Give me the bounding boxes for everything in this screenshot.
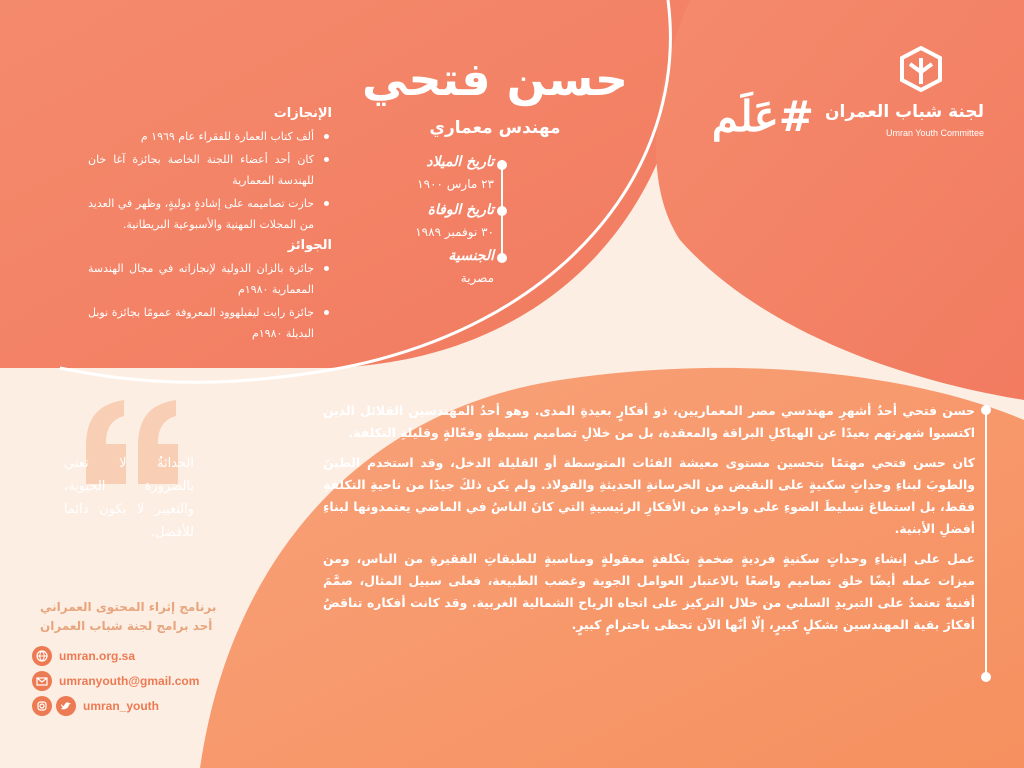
brand-name-ar: لجنة شباب العمران [825, 102, 984, 122]
person-name: حسن فتحي [362, 52, 628, 106]
email-contact[interactable] [32, 670, 252, 692]
social-contact[interactable] [32, 695, 252, 717]
email-text[interactable]: umranyouth@gmail.com [59, 674, 200, 688]
brand-logo [825, 46, 984, 146]
program-subtitle: أحد برامج لجنة شباب العمران [40, 619, 213, 633]
twitter-icon[interactable] [56, 696, 76, 716]
bio-text [323, 400, 975, 644]
nationality-value: مصرية [460, 271, 494, 285]
bio-line [985, 410, 987, 680]
achievements-list [88, 126, 332, 237]
bio-dot [981, 405, 991, 415]
program-title: برنامج إثراء المحتوى العمراني [40, 600, 217, 614]
bio-paragraph: حسن فتحي أحدُ أشهرِ مهندسي مصر المعماريين، ذو أفكارٍ بعيدةِ المدى. وهو أحدُ المهندسين القلائل الذين اكتسبوا شهرتهم بعيدًا عن الهياكلِ البراقة والمعقدة، بل من خلالِ تصاميم بسيطةٍ وفعّالةٍ وقليلةِ التكلفة. [323, 403, 975, 440]
list-item: جائزة رايت ليفيلهوود المعروفة عمومًا بجائزة نوبل البديلة ١٩٨٠م [88, 302, 332, 344]
social-handle[interactable]: umran_youth [83, 699, 160, 713]
awards-heading: الجوائز [287, 238, 332, 253]
birth-date-label: تاريخ الميلاد [426, 154, 494, 170]
death-date-value: ٣٠ نوفمبر ١٩٨٩ [415, 225, 494, 239]
timeline-dot [497, 253, 507, 263]
globe-icon [32, 646, 52, 666]
list-item: كان أحد أعضاء اللجنة الخاصة بجائزة آغا خان للهندسة المعمارية [88, 149, 332, 191]
nationality-label: الجنسية [448, 248, 494, 264]
awards-list [88, 258, 332, 346]
timeline-dot [497, 206, 507, 216]
bio-paragraph: كان حسن فتحي مهتمًا بتحسين مستوى معيشة الفئات المتوسطة أو القليلة الدخل، وقد استخدم الطينَ والطوبَ لبناءِ وحداتٍ سكنيةٍ على النقيض من الخرسانةِ الحديثةِ والفولاذ. ولم يكن ذلكَ جيدًا من ناحيةِ التكلفةِ فقط، بل استطاعَ تسليطَ الضوءِ على واحدةٍ من الأفكارِ الرئيسيةِ التي كانَ الناسُ في الماضي يعتمدونها لبناءِ أفضلِ الأبنية. [323, 455, 975, 536]
achievements-heading: الإنجازات [273, 106, 332, 121]
bio-dot [981, 672, 991, 682]
birth-date-value: ٢٣ مارس ١٩٠٠ [417, 177, 494, 191]
list-item: ألف كتاب العمارة للفقراء عام ١٩٦٩ م [88, 126, 332, 147]
bio-paragraph: عمل على إنشاءِ وحداتٍ سكنيةٍ فرديةٍ ضخمةٍ بتكلفةٍ معقولةٍ ومناسبةٍ للطبقاتِ الفقيرةِ من الناس، ومن ميزات عمله أيضًا خلق تصاميم واضعًا بالاعتبار العوامل الجوية وغضب الطبيعة، فعلى سبيل المثال، صمَّمَ أفنيةً تعتمدُ على التبريدِ السلبي من خلال التركيز على اتجاه الرياح الشمالية الغربية. وقد كانت أفكاره تناقضُ أفكارَ بقية المهندسين بشكلٍ كبيرٍ، إلّا أنّها الآن تحظى باحترامٍ كبيرٍ. [323, 551, 975, 632]
quote-text: الحداثةُ لا تعني بالضرورة الحيوية، والتغيير لا يكون دائما للأفضل. [64, 456, 194, 540]
website-contact[interactable] [32, 645, 252, 667]
death-date-label: تاريخ الوفاة [427, 202, 494, 218]
timeline-dot [497, 160, 507, 170]
list-item: حازت تصاميمه على إشادةٍ دوليةٍ، وظهر في العديد من المجلات المهنية والأسبوعية البريطانية. [88, 193, 332, 235]
person-title: مهندس معماري [429, 118, 561, 138]
list-item: جائزة بالزان الدولية لإنجازاته في مجال الهندسة المعمارية ١٩٨٠م [88, 258, 332, 300]
brand-name-en: Umran Youth Committee [885, 128, 984, 138]
mail-icon [32, 671, 52, 691]
website-text[interactable]: umran.org.sa [59, 649, 136, 663]
hashtag-title: #عَلَم [711, 92, 814, 141]
instagram-icon[interactable] [32, 696, 52, 716]
logo-icon [896, 46, 946, 92]
